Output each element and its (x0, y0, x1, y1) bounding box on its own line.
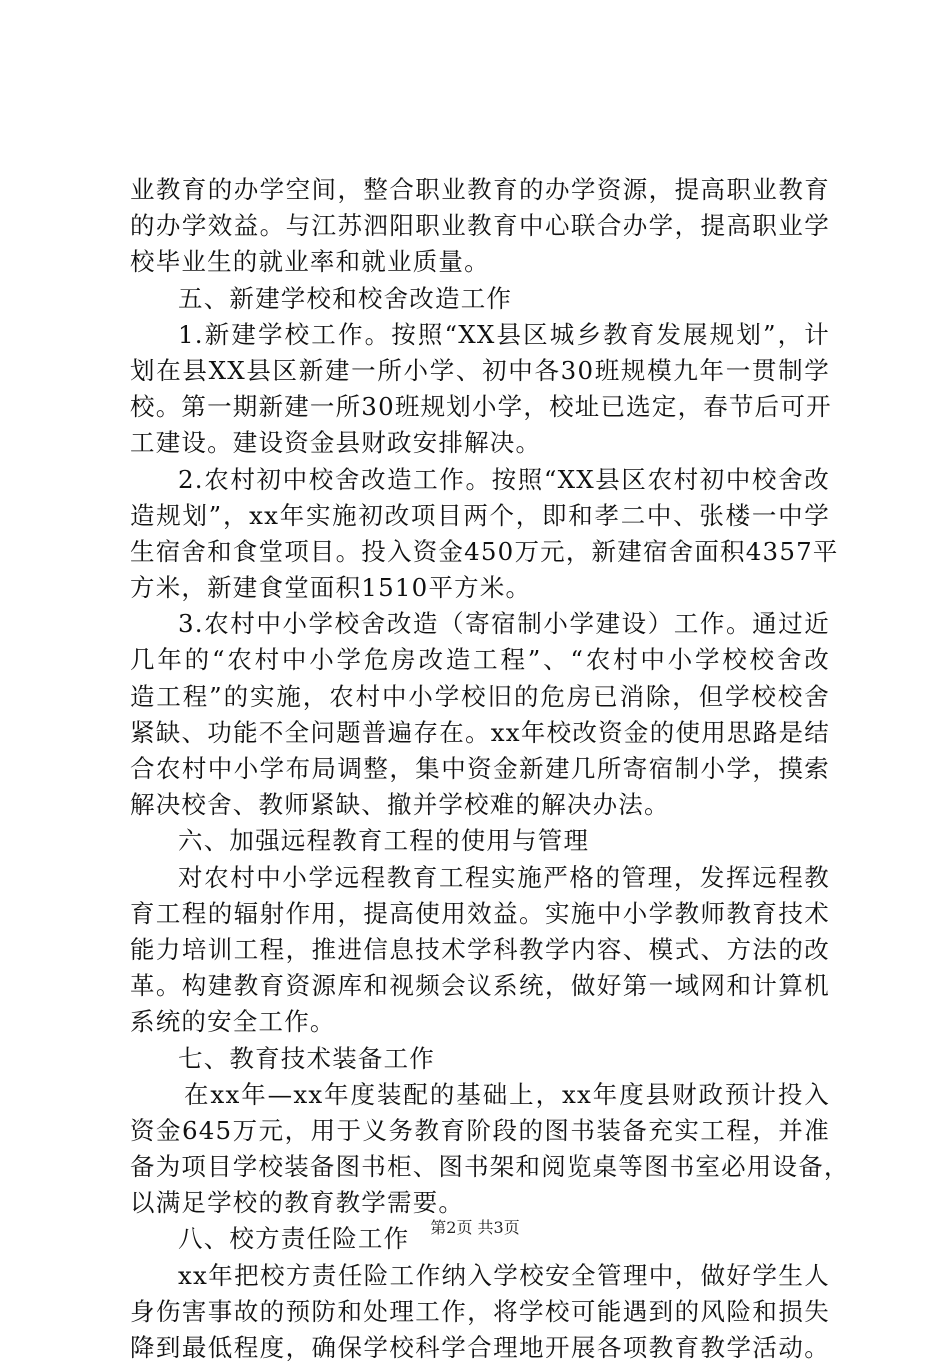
paragraph-line: 校毕业生的就业率和就业质量。 (130, 247, 490, 277)
paragraph-line: 3.农村中小学校舍改造（寄宿制小学建设）工作。通过近 (178, 609, 830, 639)
section-heading: 六、加强远程教育工程的使用与管理 (178, 826, 590, 856)
paragraph-line: 系统的安全工作。 (130, 1007, 336, 1037)
paragraph-line: 的办学效益。与江苏泗阳职业教育中心联合办学，提高职业学 (130, 211, 830, 241)
paragraph-line: 生宿舍和食堂项目。投入资金450万元，新建宿舍面积4357平 (130, 536, 839, 566)
paragraph-line: 造规划”，xx年实施初改项目两个，即和孝二中、张楼一中学 (130, 500, 830, 530)
paragraph-line: 以满足学校的教育教学需要。 (130, 1188, 465, 1218)
paragraph-line: xx年把校方责任险工作纳入学校安全管理中，做好学生人 (178, 1260, 830, 1290)
paragraph-line: 紧缺、功能不全问题普遍存在。xx年校改资金的使用思路是结 (130, 717, 830, 747)
paragraph-line: 造工程”的实施，农村中小学校旧的危房已消除，但学校校舍 (130, 681, 830, 711)
paragraph-line: 资金645万元，用于义务教育阶段的图书装备充实工程，并准 (130, 1115, 830, 1145)
paragraph-line: 方米，新建食堂面积1510平方米。 (130, 573, 532, 603)
paragraph-line: 在xx年—xx年度装配的基础上，xx年度县财政预计投入 (184, 1079, 830, 1109)
section-heading: 八、校方责任险工作 (178, 1224, 410, 1254)
paragraph-line: 校。第一期新建一所30班规划小学，校址已选定，春节后可开 (130, 392, 832, 422)
section-heading: 五、新建学校和校舍改造工作 (178, 283, 513, 313)
paragraph-line: 降到最低程度，确保学校科学合理地开展各项教育教学活动。 (130, 1333, 830, 1362)
page-number-footer: 第2页 共3页 (430, 1218, 520, 1237)
paragraph-line: 身伤害事故的预防和处理工作，将学校可能遇到的风险和损失 (130, 1296, 830, 1326)
paragraph-line: 2.农村初中校舍改造工作。按照“XX县区农村初中校舍改 (178, 464, 830, 494)
paragraph-line: 业教育的办学空间，整合职业教育的办学资源，提高职业教育 (130, 175, 830, 204)
paragraph-line: 备为项目学校装备图书柜、图书架和阅览桌等图书室必用设备， (130, 1152, 850, 1182)
paragraph-line: 育工程的辐射作用，提高使用效益。实施中小学教师教育技术 (130, 898, 830, 928)
section-heading: 七、教育技术装备工作 (178, 1043, 435, 1073)
paragraph-line: 对农村中小学远程教育工程实施严格的管理，发挥远程教 (178, 862, 830, 892)
paragraph-line: 解决校舍、教师紧缺、撤并学校难的解决办法。 (130, 790, 670, 820)
paragraph-line: 1.新建学校工作。按照“XX县区城乡教育发展规划”，计 (178, 319, 830, 349)
document-body (130, 172, 850, 1366)
paragraph-line: 合农村中小学布局调整，集中资金新建几所寄宿制小学，摸索 (130, 754, 830, 783)
paragraph-line: 几年的“农村中小学危房改造工程”、“农村中小学校校舍改 (130, 645, 830, 675)
paragraph-line: 划在县XX县区新建一所小学、初中各30班规模九年一贯制学 (130, 355, 830, 385)
paragraph-line: 革。构建教育资源库和视频会议系统，做好第一域网和计算机 (130, 971, 830, 1001)
paragraph-line: 工建设。建设资金县财政安排解决。 (130, 428, 542, 458)
paragraph-line: 能力培训工程，推进信息技术学科教学内容、模式、方法的改 (130, 934, 830, 964)
